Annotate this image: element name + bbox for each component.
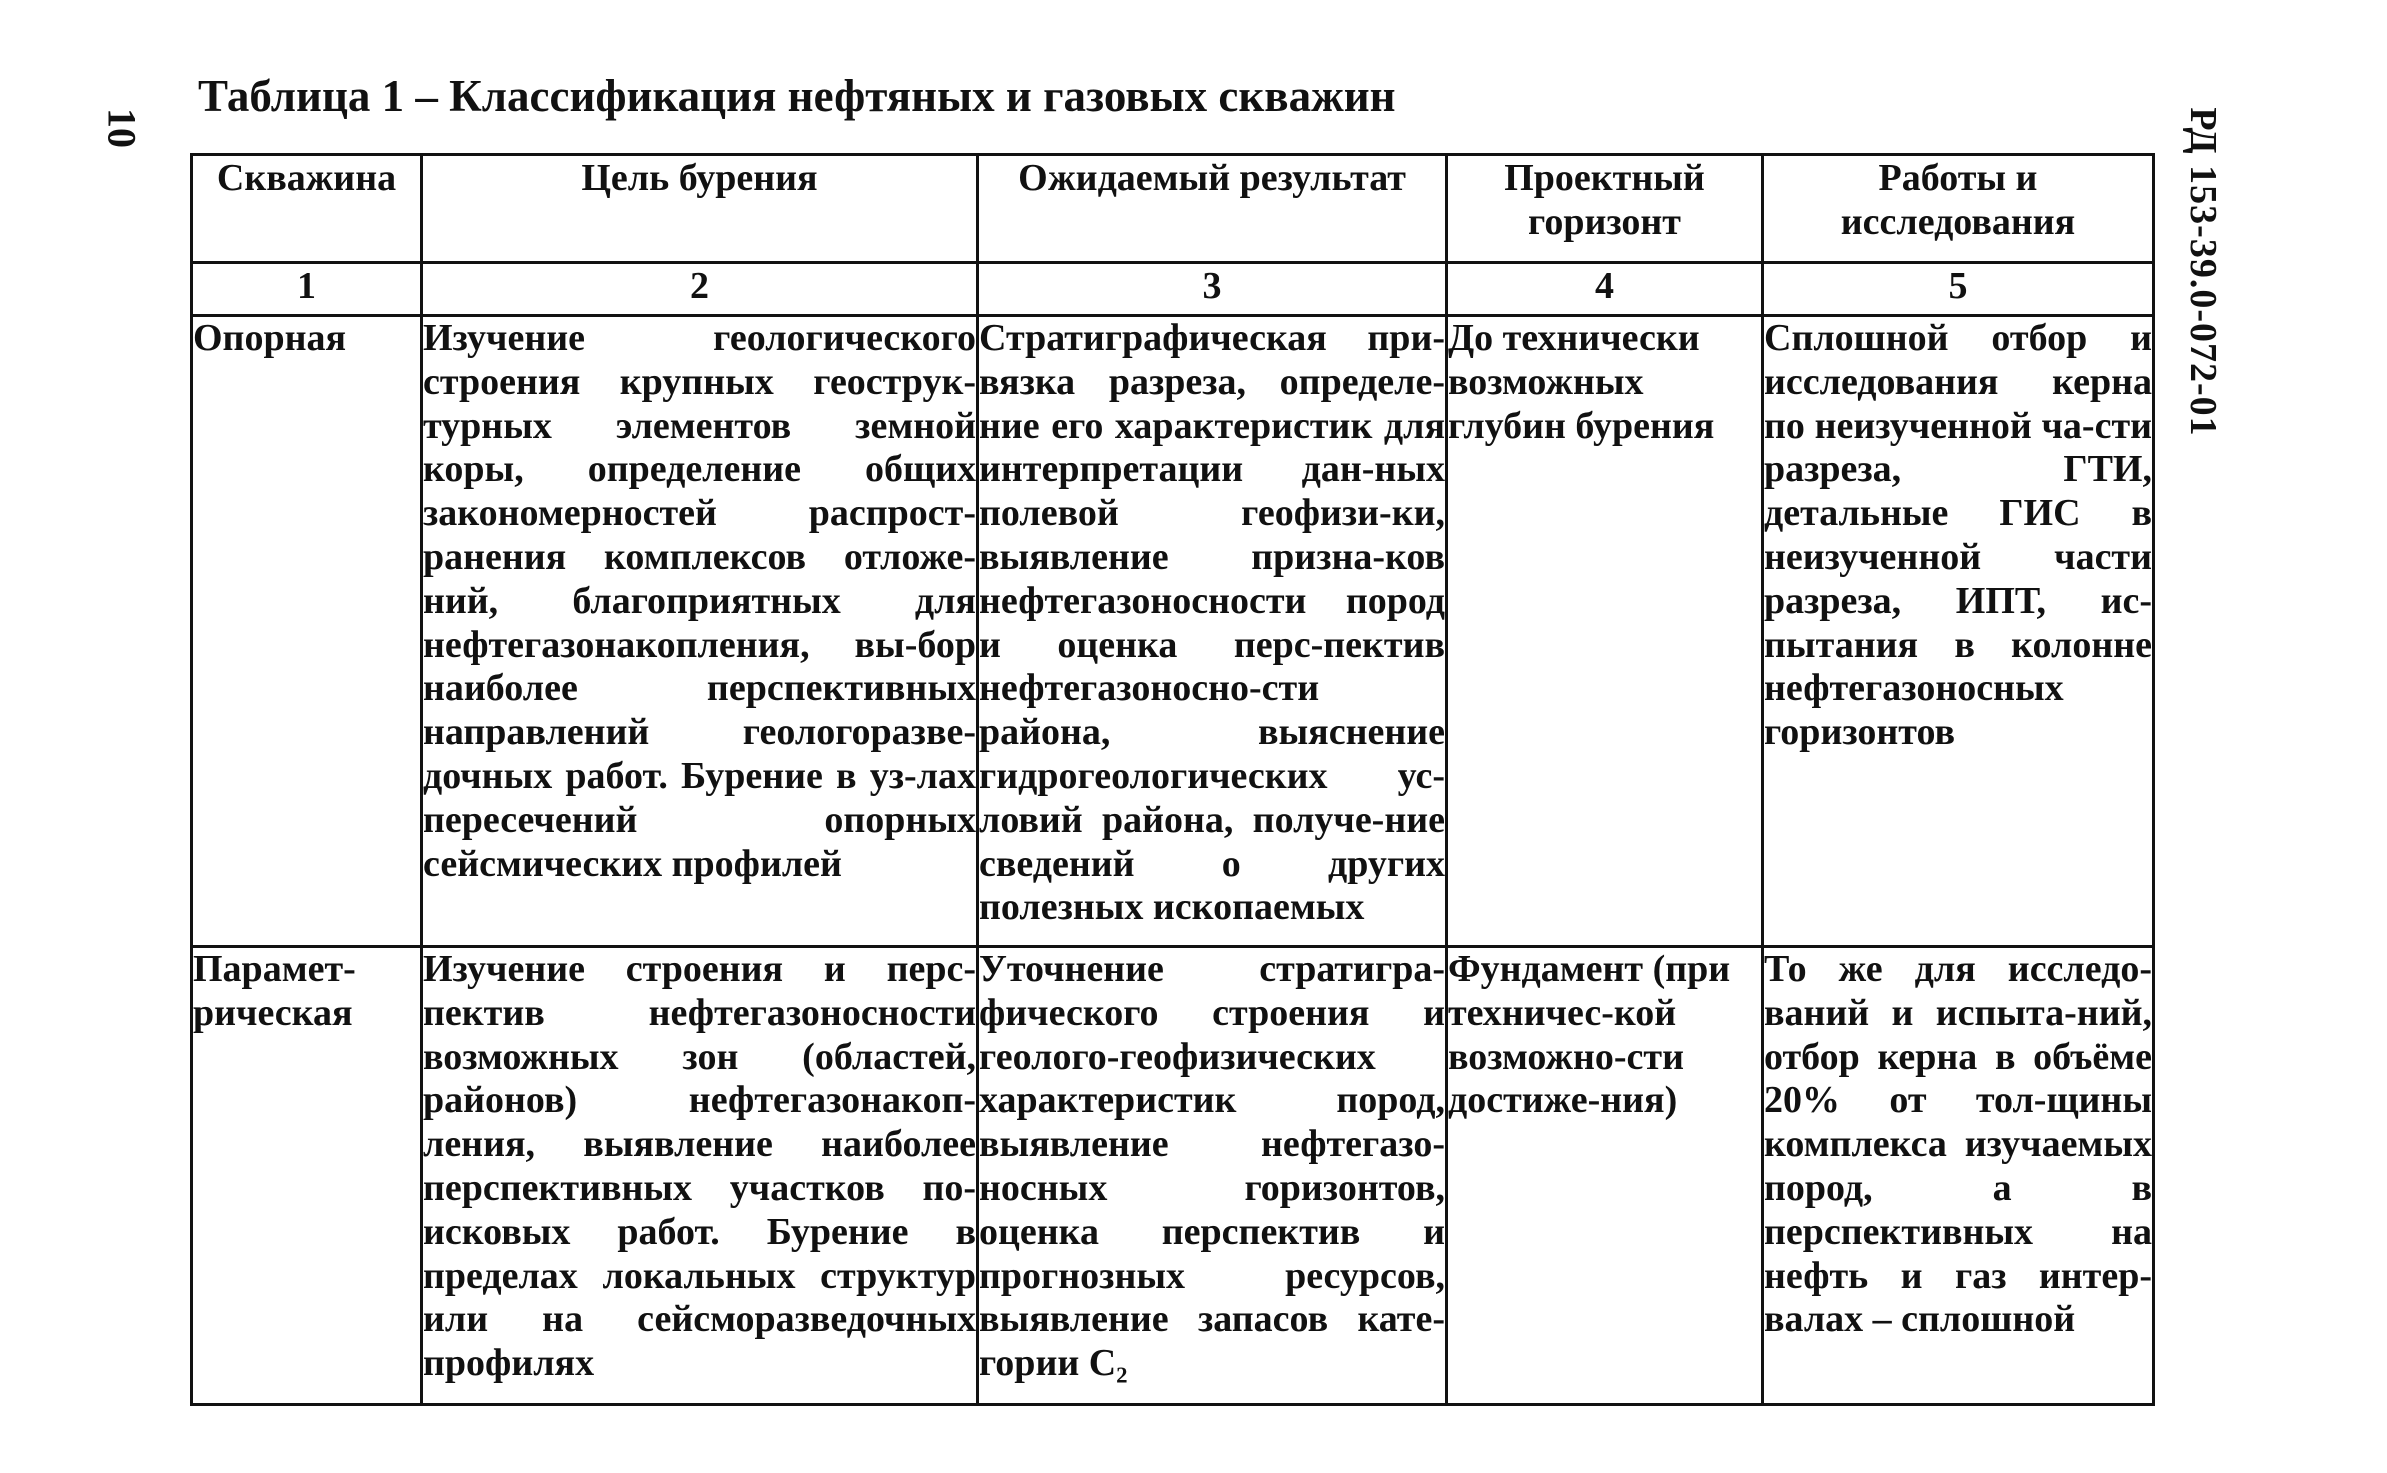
column-number: 1 [192, 263, 422, 316]
header-drilling-purpose: Цель бурения [422, 155, 978, 263]
well-type-cell [192, 316, 422, 947]
well-type-text: Парамет-рическая [193, 948, 356, 1034]
header-expected-result: Ожидаемый результат [978, 155, 1447, 263]
works-cell [1763, 947, 2154, 1405]
expected-result-text: Уточнение стратигра-фического строения и геолого-геофизических характеристик пород, выявление нефтегазо-носных горизонтов, оценка перспектив и прогнозных ресурсов, выявление запасов кате-гории C₂ [979, 948, 1445, 1385]
table-caption: Таблица 1 – Классификация нефтяных и газовых скважин [198, 71, 1396, 121]
target-horizon-text: Фундамент (при техничес-кой возможно-сти достиже-ния) [1448, 948, 1731, 1122]
header-works-and-studies: Работы и исследования [1763, 155, 2154, 263]
works-cell [1763, 316, 2154, 947]
purpose-text: Изучение строения и перс-пектив нефтегазоносности возможных зон (областей, районов) нефтегазонакоп-ления, выявление наиболее перспективных участков по-исковых работ. Бурение в пределах локальных структур или на сейсморазведочных профилях [423, 948, 976, 1385]
target-horizon-text: До технически возможных глубин бурения [1448, 317, 1715, 447]
page-number: 10 [99, 108, 145, 148]
expected-result-cell [978, 316, 1447, 947]
table-row [192, 316, 2154, 947]
column-number-row [192, 263, 2154, 316]
well-type-text: Опорная [193, 317, 347, 359]
column-number: 2 [422, 263, 978, 316]
purpose-cell [422, 947, 978, 1405]
works-text: Сплошной отбор и исследования керна по неизученной ча-сти разреза, ГТИ, детальные ГИС в неизученной части разреза, ИПТ, ис-пытания в колонне нефтегазоносных горизонтов [1764, 317, 2152, 754]
target-horizon-cell [1447, 316, 1763, 947]
table-header-row [192, 155, 2154, 263]
well-classification-table [190, 153, 2155, 1406]
purpose-text: Изучение геологического строения крупных геострук-турных элементов земной коры, определение общих закономерностей распрост-ранения комплексов отложе-ний, благоприятных для нефтегазонакопления, вы-бор наиболее перспективных направлений геологоразве-дочных работ. Бурение в уз-лах пересечений опорных сейсмических профилей [423, 317, 976, 885]
column-number: 4 [1447, 263, 1763, 316]
well-type-cell [192, 947, 422, 1405]
document-code: РД 153-39.0-072-01 [2182, 107, 2224, 437]
header-target-horizon: Проектный горизонт [1447, 155, 1763, 263]
purpose-cell [422, 316, 978, 947]
column-number: 5 [1763, 263, 2154, 316]
column-number: 3 [978, 263, 1447, 316]
expected-result-text: Стратиграфическая при-вязка разреза, определе-ние его характеристик для интерпретации дан-ных полевой геофизи-ки, выявление призна-ков нефтегазоносности пород и оценка перс-пектив нефтегазоносно-сти района, выяснение гидрогеологических ус-ловий района, получе-ние сведений о других полезных ископаемых [979, 317, 1445, 929]
works-text: То же для исследо-ваний и испыта-ний, отбор керна в объёме 20% от тол-щины комплекса изучаемых пород, а в перспективных на нефть и газ интер-валах – сплошной [1764, 948, 2152, 1341]
table-row [192, 947, 2154, 1405]
target-horizon-cell [1447, 947, 1763, 1405]
expected-result-cell [978, 947, 1447, 1405]
header-well: Скважина [192, 155, 422, 263]
